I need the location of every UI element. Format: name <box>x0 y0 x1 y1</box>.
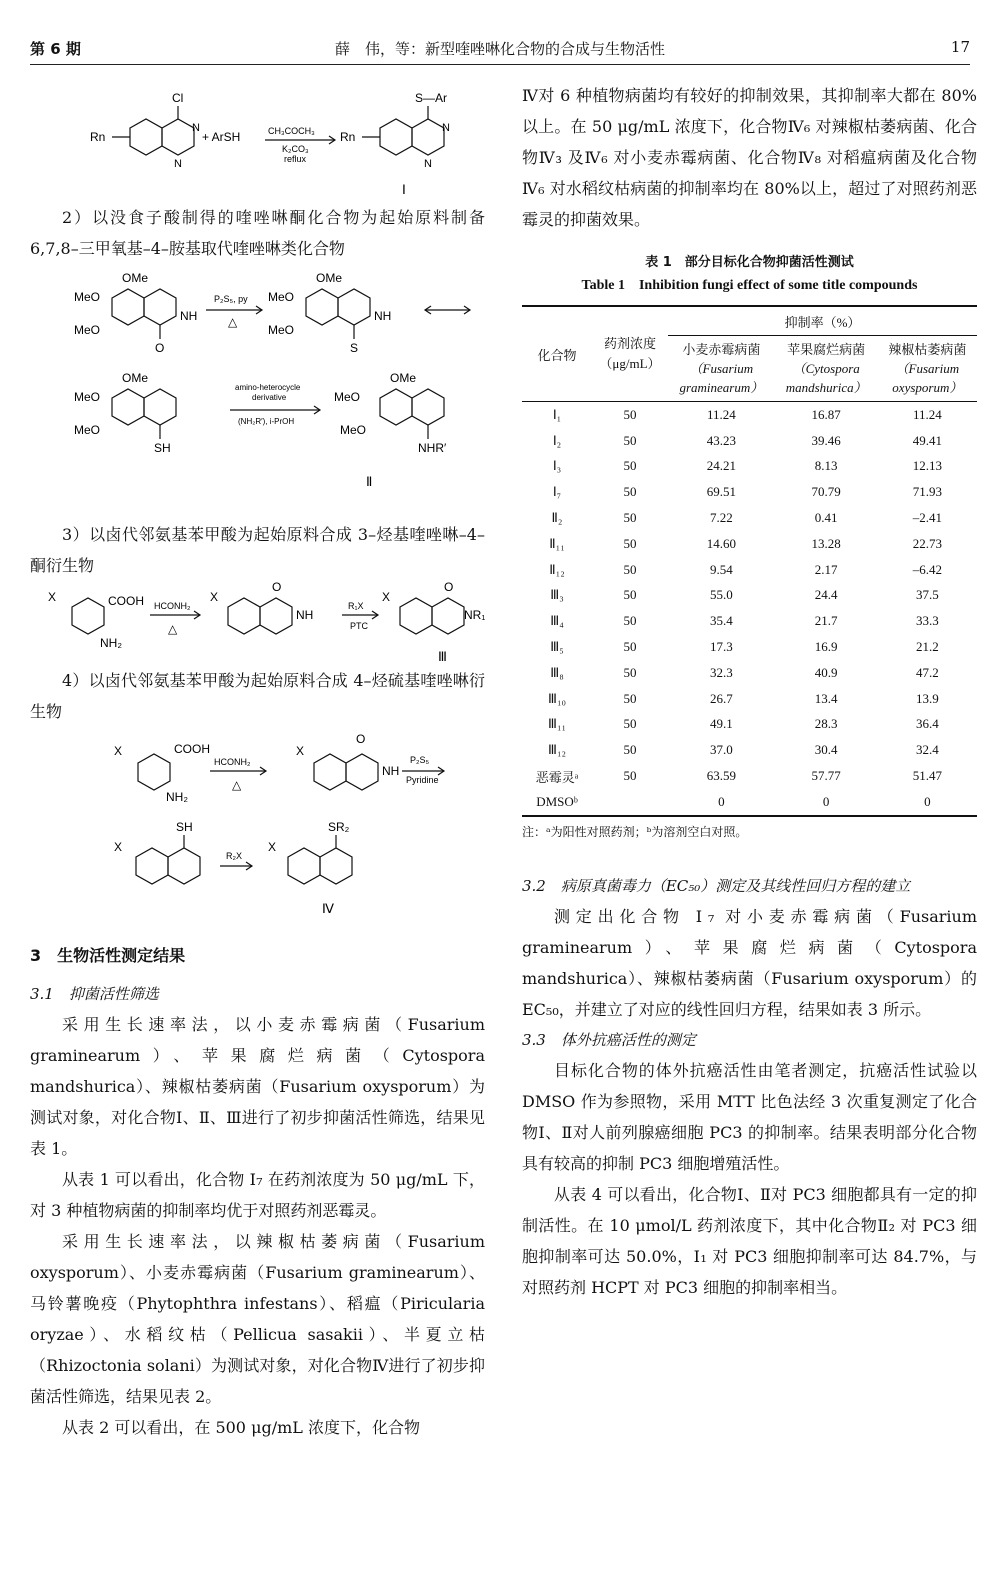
cell-concentration: 50 <box>623 587 637 603</box>
cell-cytospora: 30.4 <box>814 742 838 758</box>
table-row <box>522 531 977 557</box>
reagent-arsh: + ArSH <box>202 130 241 144</box>
chem-x: X <box>268 840 277 854</box>
th-fungus-2: 苹果腐烂病菌 （Cytospora mandshurica） <box>785 342 867 395</box>
cell-fusarium-oxysporum: 32.4 <box>915 742 939 758</box>
th-concentration: 药剂浓度 （μg/mL） <box>599 336 661 371</box>
chem-rn: Rn <box>90 130 106 144</box>
cell-fusarium-graminearum: 69.51 <box>706 484 736 500</box>
chem-o: O <box>272 581 282 594</box>
reagent-hconh2: HCONH₂ <box>154 601 191 611</box>
chem-o: O <box>356 732 366 746</box>
cell-compound: Ⅲ₈ <box>550 664 564 680</box>
chem-meo: MeO <box>268 323 295 337</box>
cell-fusarium-graminearum: 55.0 <box>709 587 733 603</box>
cell-fusarium-graminearum: 43.23 <box>706 432 736 448</box>
reagent-pyridine: Pyridine <box>406 775 439 785</box>
cell-fusarium-graminearum: 9.54 <box>709 561 733 577</box>
reagent-amino-a: amino-heterocycle <box>235 383 301 392</box>
chem-sh: SH <box>154 441 171 455</box>
chem-cooh: COOH <box>108 594 144 608</box>
th-inhibition-rate: 抑制率（%） <box>668 306 977 336</box>
chem-cl: Cl <box>172 91 184 105</box>
cell-compound: Ⅲ₄ <box>550 613 564 629</box>
scheme-route3 <box>30 581 485 665</box>
cell-fusarium-graminearum: 11.24 <box>706 406 736 422</box>
condition-label: reflux <box>284 154 307 164</box>
chem-nhr: NHR′ <box>418 441 447 455</box>
chem-sar: S—Ar <box>415 91 448 105</box>
left-column <box>30 80 485 1443</box>
cell-fusarium-oxysporum: 22.73 <box>912 535 942 551</box>
cell-fusarium-graminearum: 37.0 <box>709 742 733 758</box>
cell-concentration: 50 <box>623 561 637 577</box>
cell-concentration: 50 <box>623 406 637 422</box>
table-row <box>522 583 977 609</box>
heat-symbol: △ <box>232 778 242 792</box>
scheme-route1-drawing <box>30 80 485 202</box>
cell-concentration: 50 <box>623 432 637 448</box>
chem-ome: OMe <box>390 371 417 385</box>
cell-fusarium-oxysporum: 33.3 <box>915 613 939 629</box>
table-row <box>522 686 977 712</box>
chem-nh: NH <box>382 764 400 778</box>
cell-cytospora: 40.9 <box>814 664 838 680</box>
chem-nh: NH <box>180 309 198 323</box>
cell-fusarium-graminearum: 7.22 <box>709 510 733 526</box>
cell-concentration: 50 <box>623 768 637 784</box>
chem-meo: MeO <box>74 390 101 404</box>
cell-cytospora: 28.3 <box>814 716 838 732</box>
cell-cytospora: 21.7 <box>814 613 838 629</box>
route3-text: 3）以卤代邻氨基苯甲酸为起始原料合成 3–烃基喹唑啉–4–酮衍生物 <box>30 525 485 575</box>
section-3-3-heading: 3.3 体外抗癌活性的测定 <box>522 1030 696 1049</box>
cell-cytospora: 16.87 <box>811 406 841 422</box>
cell-compound: Ⅰ₂ <box>552 432 562 448</box>
cell-compound: Ⅲ₅ <box>550 639 564 655</box>
cell-compound: Ⅲ₁₂ <box>547 742 567 758</box>
cell-fusarium-oxysporum: 0 <box>924 793 931 809</box>
th-fungus-3: 辣椒枯萎病菌 （Fusarium oxysporum） <box>888 342 967 395</box>
chem-o: O <box>155 341 165 355</box>
paragraph-3-1-b: 从表 1 可以看出，化合物 Ⅰ₇ 在药剂浓度为 50 μg/mL 下，对 3 种植物病菌的抑制率均优于对照药剂恶霉灵。 <box>30 1170 485 1220</box>
cell-fusarium-graminearum: 17.3 <box>709 639 733 655</box>
heat-symbol: △ <box>168 622 178 636</box>
cell-concentration: 50 <box>623 742 637 758</box>
reagent-p2s5: P₂S₅ <box>410 755 430 765</box>
paragraph-3-1-d: 从表 2 可以看出，在 500 μg/mL 浓度下，化合物 <box>62 1418 420 1437</box>
cell-compound: Ⅲ₁₁ <box>547 716 567 732</box>
cell-fusarium-oxysporum: –2.41 <box>912 510 942 526</box>
compound-label-II: Ⅱ <box>366 474 373 489</box>
chem-n: N <box>174 158 182 170</box>
cell-concentration: 50 <box>623 484 637 500</box>
compound-label-III: Ⅲ <box>438 649 447 664</box>
table-1-note: 注：ᵃ为阳性对照药剂；ᵇ为溶剂空白对照。 <box>522 824 748 839</box>
chem-cooh: COOH <box>174 742 210 756</box>
issue-number: 第 6 期 <box>30 40 81 58</box>
solvent-label: CH₃COCH₃ <box>268 126 315 136</box>
scheme-route4-drawing <box>30 727 485 919</box>
chem-x: X <box>382 590 391 604</box>
section-3-2-heading: 3.2 病原真菌毒力（EC₅₀）测定及其线性回归方程的建立 <box>522 876 911 895</box>
cell-fusarium-oxysporum: 21.2 <box>915 639 939 655</box>
chem-sr2: SR₂ <box>328 820 350 834</box>
cell-concentration: 50 <box>623 664 637 680</box>
cell-cytospora: 57.77 <box>811 768 841 784</box>
cell-compound: Ⅱ₂ <box>551 510 563 526</box>
table-row <box>522 608 977 634</box>
cell-concentration: 50 <box>623 639 637 655</box>
table-1-caption-cn: 表 1 部分目标化合物抑菌活性测试 <box>645 255 854 270</box>
table-row <box>522 428 977 454</box>
section-3-heading: 3 生物活性测定结果 <box>30 946 186 965</box>
chem-x: X <box>296 744 305 758</box>
cell-concentration: 50 <box>623 458 637 474</box>
chem-n: N <box>192 122 200 134</box>
route4-text: 4）以卤代邻氨基苯甲酸为起始原料合成 4–烃硫基喹唑啉衍生物 <box>30 671 485 721</box>
cell-fusarium-graminearum: 32.3 <box>709 664 733 680</box>
chem-meo: MeO <box>74 423 101 437</box>
cell-fusarium-oxysporum: 51.47 <box>912 768 942 784</box>
table-row <box>522 763 977 789</box>
reagent-p2s5: P₂S₅, py <box>214 294 248 304</box>
th-fungus-1: 小麦赤霉病菌 （Fusarium graminearum） <box>679 342 764 395</box>
paragraph-3-2: 测定出化合物 Ⅰ₇ 对小麦赤霉病菌（Fusarium graminearum）、苹果腐烂病菌（Cytospora mandshurica）、辣椒枯萎病菌（Fusarium oxysporum）的 EC₅₀，并建立了对应的线性回归方程，结果如表 3 所示。 <box>522 906 977 1019</box>
base-label: K₂CO₃ <box>282 144 309 154</box>
reagent-hconh2: HCONH₂ <box>214 757 251 767</box>
table-row <box>522 712 977 738</box>
paragraph-3-1-c: 采用生长速率法，以辣椒枯萎病菌（Fusarium oxysporum）、小麦赤霉病菌（Fusarium graminearum）、马铃薯晚疫（Phytophthra infestans）、稻瘟（Piricularia oryzae）、水稻纹枯（Pellicua sasakii）、半夏立枯（Rhizoctonia solani）为测试对象，对化合物Ⅳ进行了初步抑菌活性筛选，结果见表 2。 <box>30 1232 485 1406</box>
running-title: 薛 伟，等：新型喹唑啉化合物的合成与生物活性 <box>334 40 665 58</box>
paragraph-3-3-a: 目标化合物的体外抗癌活性由笔者测定，抗癌活性试验以 DMSO 作为参照物，采用 MTT 比色法经 3 次重复测定了化合物Ⅰ、Ⅱ对人前列腺癌细胞 PC3 的抑制率。结果表明部分化合物具有较高的抑制 PC3 细胞增殖活性。 <box>522 1060 977 1173</box>
cell-concentration <box>592 789 668 816</box>
cell-cytospora: 13.4 <box>814 690 838 706</box>
page-number: 17 <box>950 38 970 56</box>
heat-symbol: △ <box>228 315 238 329</box>
table-row <box>522 505 977 531</box>
cell-fusarium-oxysporum: 12.13 <box>912 458 942 474</box>
chem-meo: MeO <box>74 323 101 337</box>
table-1-caption-en: Table 1 Inhibition fungi effect of some title compounds <box>581 278 918 293</box>
cell-fusarium-graminearum: 24.21 <box>706 458 736 474</box>
paragraph-continued: Ⅳ对 6 种植物病菌均有较好的抑制效果，其抑制率大都在 80%以上。在 50 μg/mL 浓度下，化合物Ⅳ₆ 对辣椒枯萎病菌、化合物Ⅳ₃ 及Ⅳ₆ 对小麦赤霉病菌、化合物Ⅳ₈ 对稻瘟病菌及化合物Ⅳ₆ 对水稻纹枯病菌的抑制率均在 80%以上，超过了对照药剂恶霉灵的抑菌效果。 <box>522 86 977 229</box>
cell-cytospora: 16.9 <box>814 639 838 655</box>
chem-o: O <box>444 581 454 594</box>
th-compound: 化合物 <box>537 347 577 363</box>
cell-fusarium-graminearum: 63.59 <box>706 768 736 784</box>
table-row <box>522 737 977 763</box>
scheme-route2 <box>30 264 485 519</box>
cell-concentration: 50 <box>623 535 637 551</box>
paragraph-3-1-a: 采用生长速率法，以小麦赤霉病菌（Fusarium graminearum）、苹果腐烂病菌（Cytospora mandshurica）、辣椒枯萎病菌（Fusarium oxysporum）为测试对象，对化合物Ⅰ、Ⅱ、Ⅲ进行了初步抑菌活性筛选，结果见表 1。 <box>30 1015 485 1158</box>
cell-cytospora: 70.79 <box>811 484 841 500</box>
chem-ome: OMe <box>122 271 149 285</box>
reagent-amino-b: derivative <box>252 393 287 402</box>
cell-fusarium-oxysporum: 49.41 <box>912 432 942 448</box>
scheme-route1 <box>30 80 485 202</box>
table-row <box>522 402 977 428</box>
cell-concentration: 50 <box>623 690 637 706</box>
chem-n: N <box>424 158 432 170</box>
chem-nr1: NR₁ <box>464 608 485 622</box>
cell-fusarium-oxysporum: –6.42 <box>912 561 942 577</box>
reagent-r2x: R₂X <box>226 851 242 861</box>
cell-fusarium-oxysporum: 71.93 <box>912 484 942 500</box>
cell-fusarium-graminearum: 49.1 <box>709 716 733 732</box>
cell-cytospora: 0.41 <box>814 510 838 526</box>
table-row <box>522 479 977 505</box>
cell-fusarium-graminearum: 26.7 <box>709 690 733 706</box>
right-column <box>522 80 977 1303</box>
chem-nh2: NH₂ <box>100 636 122 650</box>
scheme-route4 <box>30 727 485 919</box>
cell-concentration: 50 <box>623 613 637 629</box>
chem-rn: Rn <box>340 130 356 144</box>
reagent-ptc: PTC <box>350 621 368 631</box>
chem-nh2: NH₂ <box>166 790 188 804</box>
cell-compound: Ⅱ₁₁ <box>549 535 565 551</box>
route2-text: 2）以没食子酸制得的喹唑啉酮化合物为起始原料制备 6,7,8–三甲氧基–4–胺基取代喹唑啉类化合物 <box>30 208 485 258</box>
table-1 <box>522 305 977 817</box>
cell-cytospora: 8.13 <box>814 458 838 474</box>
chem-nh: NH <box>374 309 392 323</box>
paragraph-3-3-b: 从表 4 可以看出，化合物Ⅰ、Ⅱ对 PC3 细胞都具有一定的抑制活性。在 10 μmol/L 药剂浓度下，其中化合物Ⅱ₂ 对 PC3 细胞抑制率可达 50.0%，Ⅰ₁ 对 PC3 细胞抑制率可达 84.7%，与对照药剂 HCPT 对 PC3 细胞的抑制率相当。 <box>522 1184 977 1297</box>
cell-fusarium-oxysporum: 36.4 <box>915 716 939 732</box>
cell-compound: 恶霉灵ᵃ <box>535 769 579 785</box>
scheme-route3-drawing <box>30 581 485 665</box>
chem-ome: OMe <box>316 271 343 285</box>
scheme-route2-drawing <box>30 264 485 519</box>
chem-meo: MeO <box>74 290 101 304</box>
cell-fusarium-graminearum: 35.4 <box>709 613 733 629</box>
chem-nh: NH <box>296 608 314 622</box>
table-row <box>522 454 977 480</box>
chem-meo: MeO <box>340 423 367 437</box>
table-row <box>522 557 977 583</box>
cell-cytospora: 39.46 <box>811 432 841 448</box>
cell-compound: Ⅰ₇ <box>552 484 562 500</box>
chem-meo: MeO <box>334 390 361 404</box>
chem-n: N <box>442 122 450 134</box>
compound-label-IV: Ⅳ <box>322 901 334 916</box>
chem-sh: SH <box>176 820 193 834</box>
cell-cytospora: 13.28 <box>811 535 841 551</box>
chem-s: S <box>350 341 359 355</box>
chem-x: X <box>210 590 219 604</box>
table-row <box>522 660 977 686</box>
chem-x: X <box>114 840 123 854</box>
cell-cytospora: 0 <box>822 793 830 809</box>
cell-fusarium-oxysporum: 11.24 <box>912 406 942 422</box>
cell-concentration: 50 <box>623 716 637 732</box>
compound-label-I: Ⅰ <box>402 182 406 197</box>
cell-concentration: 50 <box>623 510 637 526</box>
chem-x: X <box>114 744 123 758</box>
chem-meo: MeO <box>268 290 295 304</box>
chem-x: X <box>48 590 57 604</box>
cell-fusarium-oxysporum: 13.9 <box>915 690 939 706</box>
cell-compound: Ⅰ₃ <box>552 458 562 474</box>
cell-cytospora: 24.4 <box>814 587 838 603</box>
chem-ome: OMe <box>122 371 149 385</box>
cell-compound: Ⅲ₃ <box>550 587 564 603</box>
reagent-amino-c: (NH₂R′), i-PrOH <box>238 417 295 426</box>
table-row <box>522 634 977 660</box>
cell-fusarium-oxysporum: 37.5 <box>915 587 939 603</box>
cell-compound: Ⅰ₁ <box>552 406 562 422</box>
cell-compound: Ⅲ₁₀ <box>547 690 567 706</box>
cell-fusarium-graminearum: 0 <box>718 793 725 809</box>
running-header <box>30 34 970 64</box>
cell-fusarium-oxysporum: 47.2 <box>915 664 939 680</box>
reagent-r1x: R₁X <box>348 601 364 611</box>
cell-compound: Ⅱ₁₂ <box>549 561 565 577</box>
cell-compound: DMSOᵇ <box>536 793 578 809</box>
header-rule <box>30 64 970 65</box>
cell-cytospora: 2.17 <box>814 561 838 577</box>
table-row <box>522 789 977 816</box>
cell-fusarium-graminearum: 14.60 <box>706 535 736 551</box>
section-3-1-heading: 3.1 抑菌活性筛选 <box>30 985 159 1003</box>
